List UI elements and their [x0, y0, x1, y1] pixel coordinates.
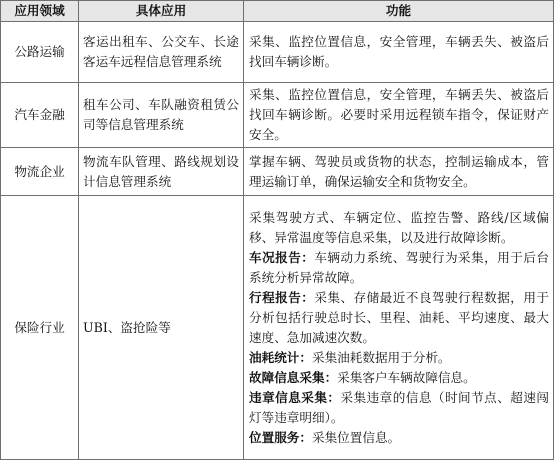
function-item-label: 违章信息采集： [249, 389, 341, 405]
function-intro: 采集驾驶方式、车辆定位、监控告警、路线/区域偏移、异常温度等信息采集，以及进行故障诊断。 [249, 209, 549, 245]
row-field: 公路运输 [1, 22, 79, 83]
function-item-fault-info [249, 368, 549, 388]
function-item-fuel-stats [249, 348, 549, 368]
header-application: 具体应用 [79, 1, 244, 22]
row-field: 物流企业 [1, 148, 79, 196]
function-item-text: 采集、存储最近不良驾驶行程数据，用于分析包括行驶总时长、里程、油耗、平均速度、最大速度、急加减速次数。 [249, 289, 550, 345]
row-application: 租车公司、车队融资租赁公司等信息管理系统 [79, 83, 244, 148]
function-item-label: 行程报告： [249, 289, 315, 305]
function-item-car-report [249, 248, 549, 288]
function-item-label: 油耗统计： [249, 349, 312, 365]
row-function: 采集、监控位置信息，安全管理，车辆丢失、被盗后找回车辆诊断。 [244, 22, 554, 83]
function-item-text: 采集油耗数据用于分析。 [311, 349, 451, 365]
function-item-label: 车况报告： [249, 249, 315, 265]
table-row [1, 148, 554, 196]
row-field: 保险行业 [1, 196, 79, 460]
function-item-location-service [249, 428, 549, 448]
row-function-list [244, 196, 554, 460]
function-item-trip-report [249, 288, 549, 348]
table-row [1, 83, 554, 148]
function-item-text: 采集违章的信息（时间节点、超速闯灯等违章明细）。 [249, 389, 550, 425]
function-item-text: 采集位置信息。 [311, 429, 401, 445]
row-application: 客运出租车、公交车、长途客运车远程信息管理系统 [79, 22, 244, 83]
function-item-text: 车辆动力系统、驾驶行为采集，用于后台系统分析异常故障。 [249, 249, 550, 285]
row-function: 采集、监控位置信息，安全管理，车辆丢失、被盗后找回车辆诊断。必要时采用远程锁车指令，保证财产安全。 [244, 83, 554, 148]
function-item-label: 位置服务： [249, 429, 312, 445]
table-row [1, 22, 554, 83]
row-function: 掌握车辆、驾驶员或货物的状态，控制运输成本，管理运输订单，确保运输安全和货物安全。 [244, 148, 554, 196]
header-function: 功能 [244, 1, 554, 22]
table-header-row [1, 1, 554, 22]
function-item-violation-info [249, 388, 549, 428]
row-application: 物流车队管理、路线规划设计信息管理系统 [79, 148, 244, 196]
table-row [1, 196, 554, 460]
header-field: 应用领域 [1, 1, 79, 22]
row-application: UBI、盗抢险等 [79, 196, 244, 460]
function-item-label: 故障信息采集： [249, 369, 338, 385]
row-field: 汽车金融 [1, 83, 79, 148]
function-item-text: 采集客户车辆故障信息。 [337, 369, 476, 385]
